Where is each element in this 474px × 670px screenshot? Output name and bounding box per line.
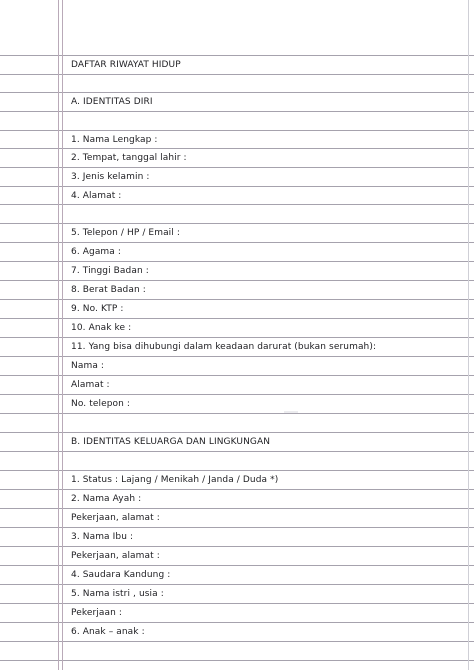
- rule-line: [0, 641, 474, 642]
- rule-line: [0, 546, 474, 547]
- rule-line: [0, 55, 474, 56]
- rule-line: [0, 622, 474, 623]
- rule-line: [0, 318, 474, 319]
- rule-line: [0, 508, 474, 509]
- rule-line: [0, 660, 474, 661]
- field-agama: 6. Agama :: [71, 247, 122, 257]
- field-nama-ibu: 3. Nama Ibu :: [71, 532, 134, 542]
- field-darurat-telepon: No. telepon :: [71, 399, 131, 409]
- rule-line: [0, 167, 474, 168]
- document-title: DAFTAR RIWAYAT HIDUP: [71, 60, 181, 70]
- field-kontak-darurat: 11. Yang bisa dihubungi dalam keadaan darurat (bukan serumah):: [71, 342, 377, 352]
- rule-line: [0, 432, 474, 433]
- rule-line: [0, 489, 474, 490]
- field-nama-istri-usia: 5. Nama istri , usia :: [71, 589, 164, 599]
- rule-line: [0, 527, 474, 528]
- field-telepon-email: 5. Telepon / HP / Email :: [71, 228, 180, 238]
- field-jenis-kelamin: 3. Jenis kelamin :: [71, 172, 150, 182]
- paper-smudge: [284, 411, 298, 413]
- field-nama-lengkap: 1. Nama Lengkap :: [71, 135, 158, 145]
- field-darurat-alamat: Alamat :: [71, 380, 110, 390]
- field-pekerjaan-alamat-ayah: Pekerjaan, alamat :: [71, 513, 160, 523]
- field-status: 1. Status : Lajang / Menikah / Janda / Duda *): [71, 475, 279, 485]
- rule-line: [0, 413, 474, 414]
- field-pekerjaan-alamat-ibu: Pekerjaan, alamat :: [71, 551, 160, 561]
- rule-line: [0, 337, 474, 338]
- field-no-ktp: 9. No. KTP :: [71, 304, 124, 314]
- field-pekerjaan-istri: Pekerjaan :: [71, 608, 122, 618]
- section-a-heading: A. IDENTITAS DIRI: [71, 97, 153, 107]
- rule-line: [0, 130, 474, 131]
- field-tempat-tanggal-lahir: 2. Tempat, tanggal lahir :: [71, 153, 187, 163]
- field-darurat-nama: Nama :: [71, 361, 105, 371]
- margin-line-right: [468, 0, 469, 670]
- field-berat-badan: 8. Berat Badan :: [71, 285, 146, 295]
- rule-line: [0, 74, 474, 75]
- rule-line: [0, 394, 474, 395]
- rule-line: [0, 261, 474, 262]
- rule-line: [0, 223, 474, 224]
- section-b-heading: B. IDENTITAS KELUARGA DAN LINGKUNGAN: [71, 437, 271, 447]
- rule-line: [0, 280, 474, 281]
- rule-line: [0, 565, 474, 566]
- margin-line-left-inner: [62, 0, 63, 670]
- rule-line: [0, 92, 474, 93]
- rule-line: [0, 356, 474, 357]
- field-saudara-kandung: 4. Saudara Kandung :: [71, 570, 171, 580]
- rule-line: [0, 186, 474, 187]
- field-tinggi-badan: 7. Tinggi Badan :: [71, 266, 149, 276]
- rule-line: [0, 584, 474, 585]
- rule-line: [0, 299, 474, 300]
- field-nama-ayah: 2. Nama Ayah :: [71, 494, 142, 504]
- rule-line: [0, 470, 474, 471]
- rule-line: [0, 242, 474, 243]
- rule-line: [0, 451, 474, 452]
- field-anak-ke: 10. Anak ke :: [71, 323, 132, 333]
- rule-line: [0, 603, 474, 604]
- field-anak-anak: 6. Anak – anak :: [71, 627, 145, 637]
- margin-line-left: [58, 0, 59, 670]
- rule-line: [0, 111, 474, 112]
- field-alamat: 4. Alamat :: [71, 191, 122, 201]
- rule-line: [0, 375, 474, 376]
